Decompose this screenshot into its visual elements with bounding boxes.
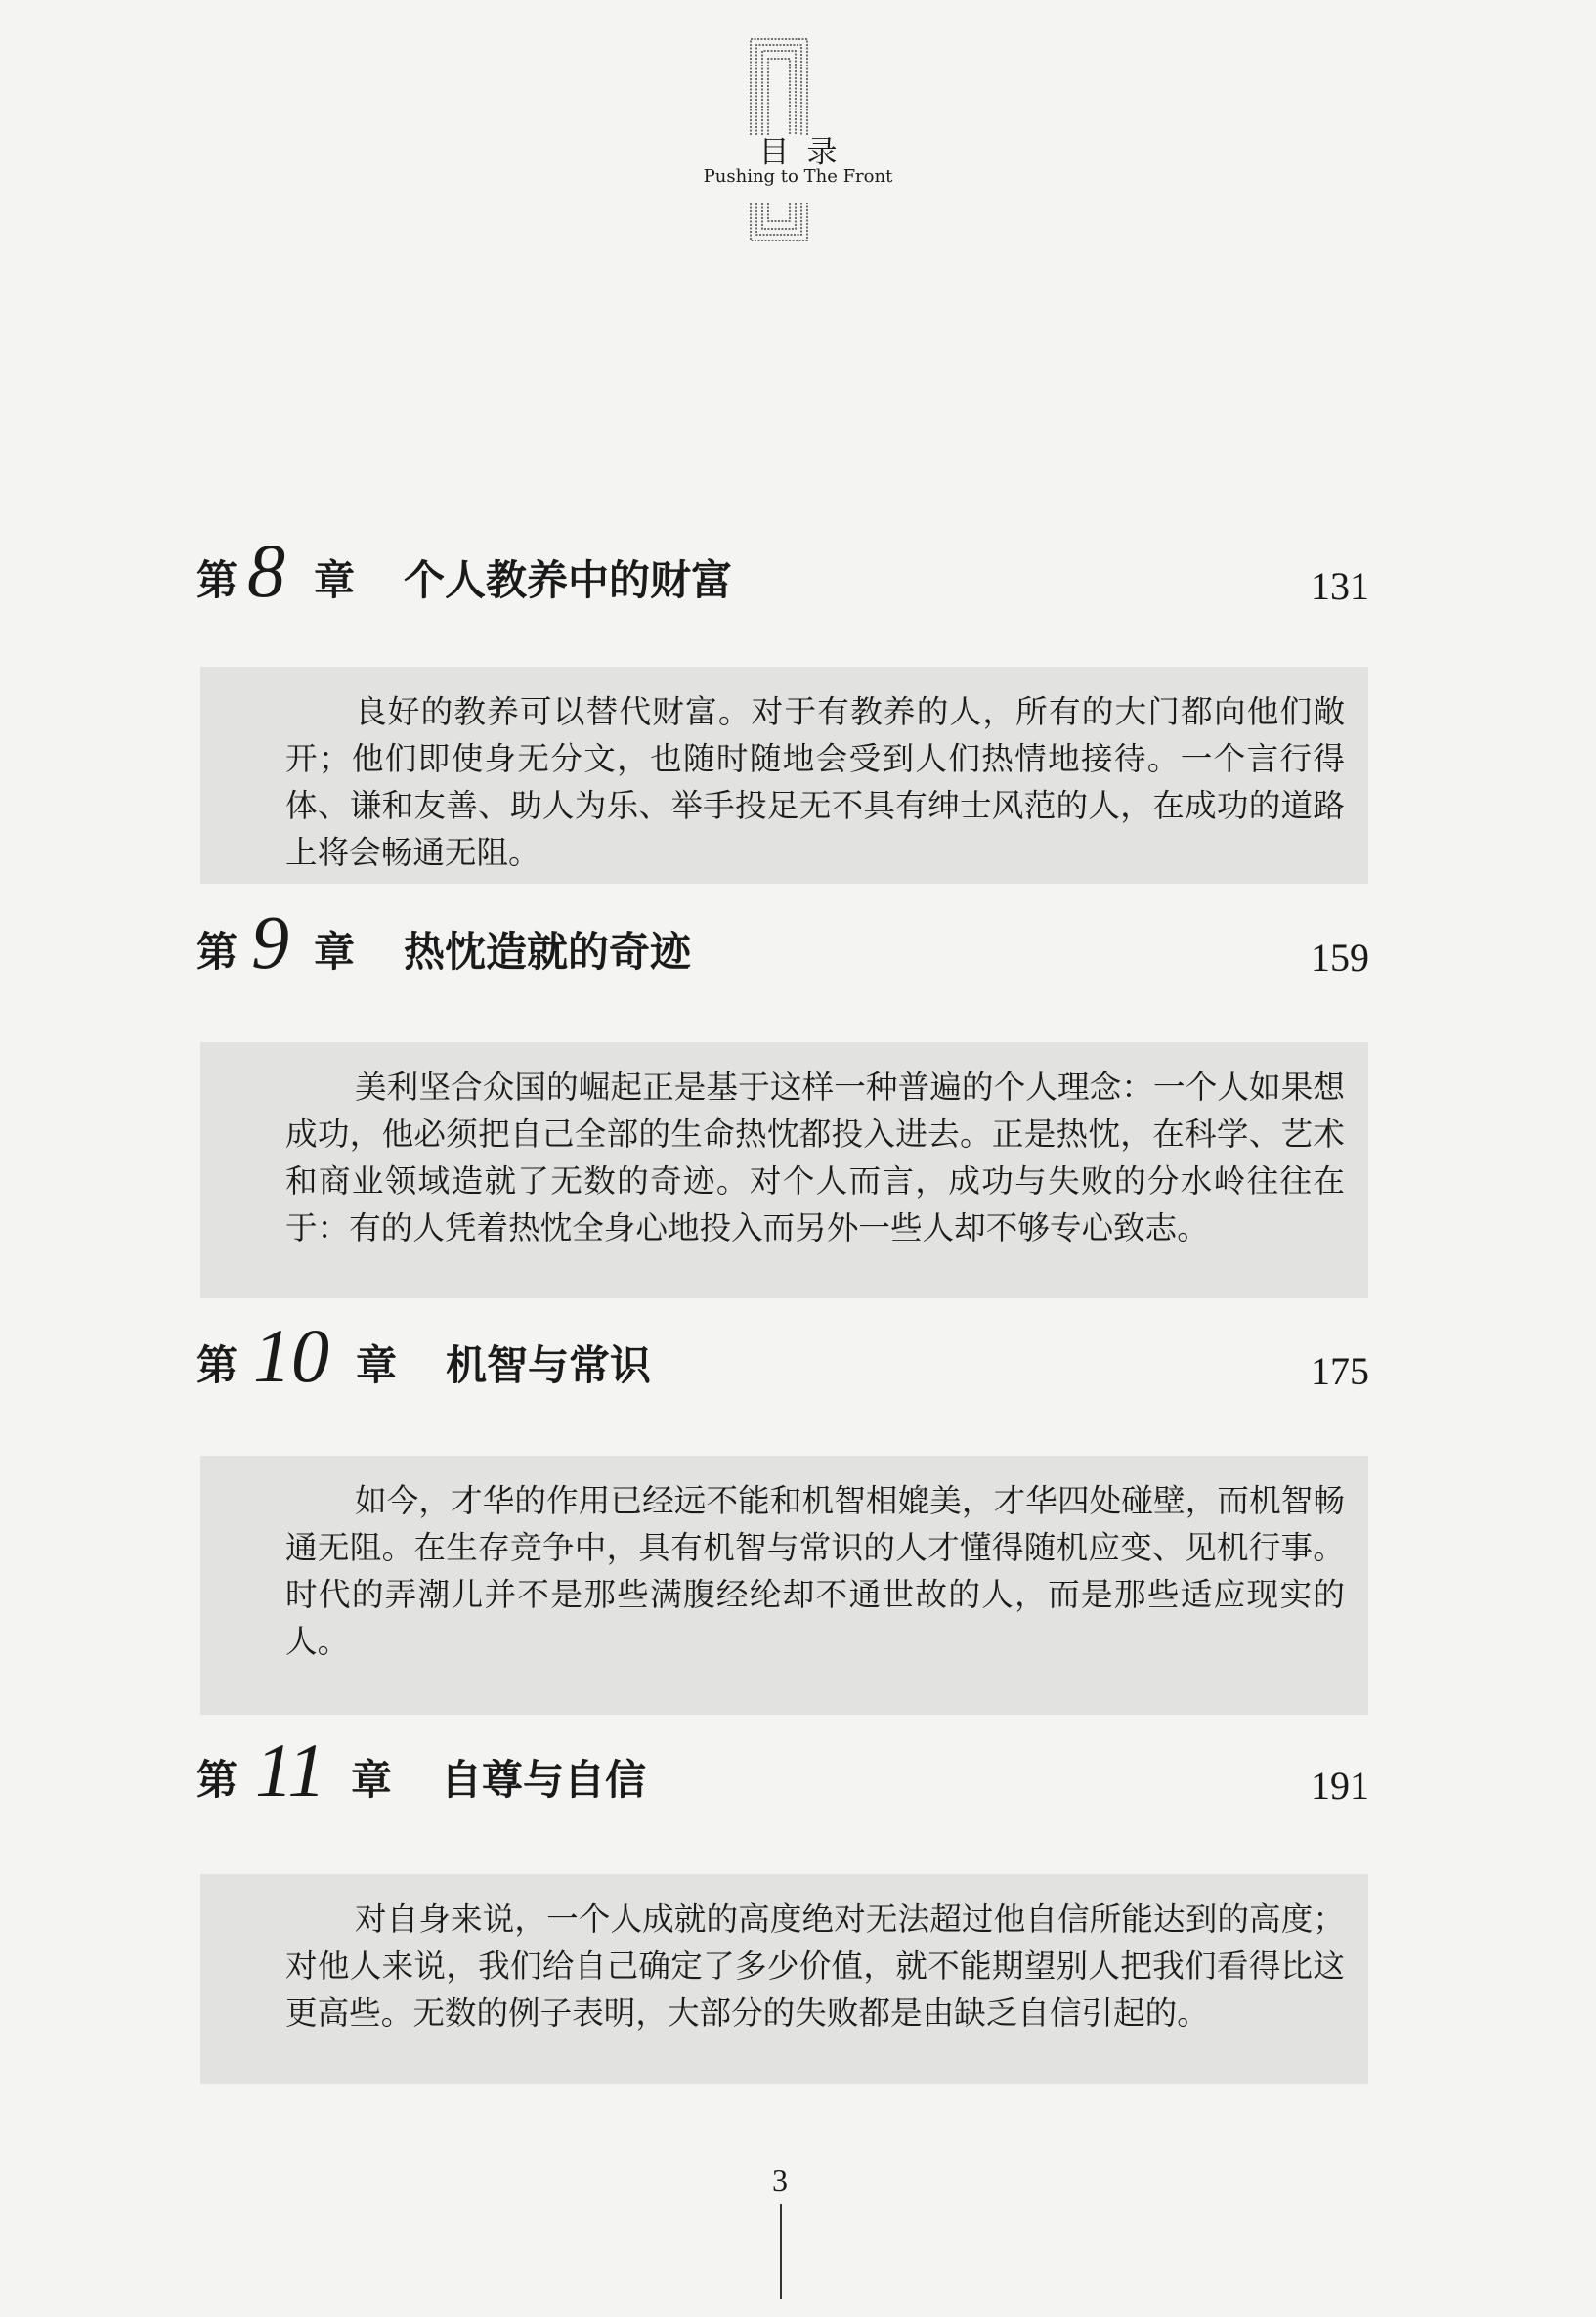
page-number: 3 <box>772 2163 788 2198</box>
chapter-summary: 如今，才华的作用已经远不能和机智相媲美，才华四处碰壁，而机智畅通无阻。在生存竞争中，具有机智与常识的人才懂得随机应变、见机行事。时代的弄潮儿并不是那些满腹经纶却不通世故的人，而是那些适应现实的人。 <box>285 1482 1345 1660</box>
chapter-heading[interactable] <box>196 1727 1369 1820</box>
chapter-suffix: 章 <box>314 928 356 976</box>
chapter-summary-box <box>200 1456 1368 1715</box>
chapter-summary: 良好的教养可以替代财富。对于有教养的人，所有的大门都向他们敞开；他们即使身无分文，也随时随地会受到人们热情地接待。一个言行得体、谦和友善、助人为乐、举手投足无不具有绅士风范的人，在成功的道路上将会畅通无阻。 <box>285 693 1345 871</box>
chapter-prefix: 第 <box>196 928 238 976</box>
chapter-title: 个人教养中的财富 <box>404 556 733 604</box>
chapter-summary: 对自身来说，一个人成就的高度绝对无法超过他自信所能达到的高度；对他人来说，我们给自己确定了多少价值，就不能期望别人把我们看得比这更高些。无数的例子表明，大部分的失败都是由缺乏自信引起的。 <box>285 1901 1345 2032</box>
toc-subtitle: Pushing to The Front <box>703 166 893 187</box>
chapter-heading[interactable] <box>196 1313 1369 1406</box>
chapter-title: 机智与常识 <box>446 1341 652 1389</box>
chapter-heading[interactable] <box>196 528 1369 621</box>
chapter-summary-box <box>200 1042 1368 1298</box>
chapter-prefix: 第 <box>196 556 238 604</box>
chapter-summary-box <box>200 1874 1368 2084</box>
chapter-number: 9 <box>251 899 289 984</box>
chapter-suffix: 章 <box>314 556 356 604</box>
chapter-number: 11 <box>255 1727 326 1813</box>
chapter-suffix: 章 <box>356 1341 398 1389</box>
chapter-summary-box <box>200 667 1368 884</box>
chapter-number: 10 <box>253 1313 329 1398</box>
chapter-prefix: 第 <box>196 1756 238 1804</box>
chapter-title: 自尊与自信 <box>441 1756 647 1804</box>
chapter-page: 159 <box>1311 936 1369 980</box>
chapter-page: 191 <box>1311 1764 1369 1808</box>
chapter-prefix: 第 <box>196 1341 238 1389</box>
toc-title: 目录 <box>758 135 855 170</box>
chapter-summary: 美利坚合众国的崛起正是基于这样一种普遍的个人理念：一个人如果想成功，他必须把自己全部的生命热忱都投入进去。正是热忱，在科学、艺术和商业领域造就了无数的奇迹。对个人而言，成功与失败的分水岭往往在于：有的人凭着热忱全身心地投入而另外一些人却不够专心致志。 <box>285 1069 1345 1246</box>
chapter-title: 热忱造就的奇迹 <box>404 928 692 976</box>
chapter-number: 8 <box>247 528 285 613</box>
chapter-suffix: 章 <box>351 1756 393 1804</box>
chapter-heading[interactable] <box>196 899 1369 992</box>
page-divider-line <box>780 2204 782 2299</box>
chapter-page: 131 <box>1311 564 1369 608</box>
chapter-page: 175 <box>1311 1349 1369 1393</box>
